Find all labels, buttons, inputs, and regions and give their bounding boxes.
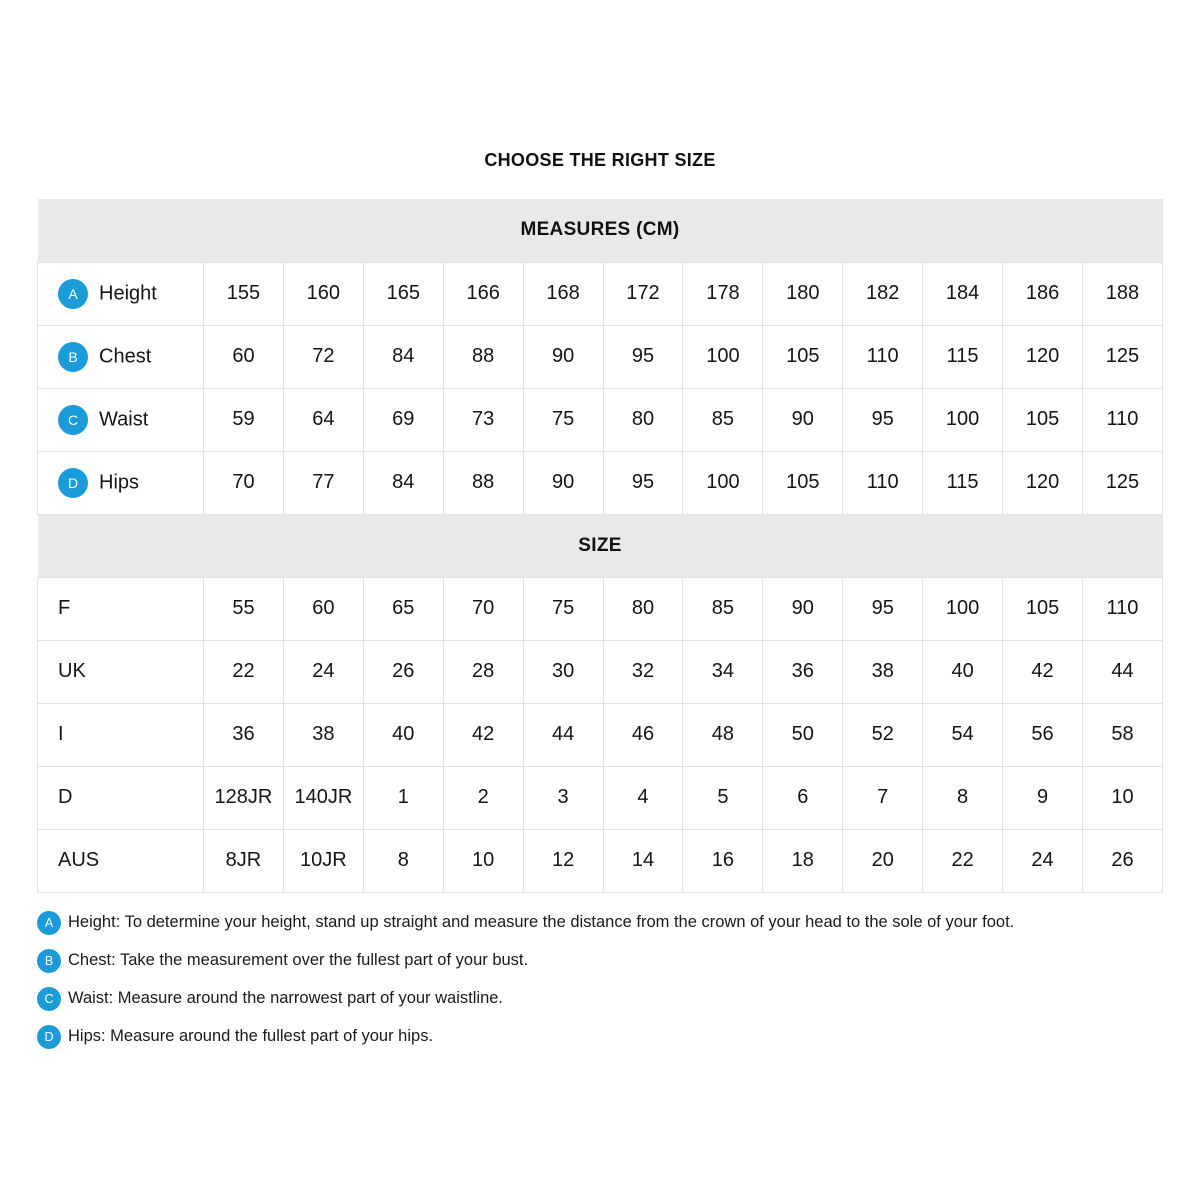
footnote-text: Chest: Take the measurement over the fullest part of your bust.	[68, 951, 529, 969]
table-row	[38, 262, 1163, 325]
footnote-key-badge: B	[37, 949, 61, 973]
value-cell: 90	[523, 325, 603, 388]
value-cell: 52	[843, 703, 923, 766]
row-label: F	[58, 597, 71, 620]
footnote-item	[37, 911, 1200, 935]
row-label-cell	[38, 262, 204, 325]
measures-body	[38, 262, 1163, 514]
value-cell: 42	[443, 703, 523, 766]
value-cell: 34	[683, 640, 763, 703]
value-cell: 75	[523, 577, 603, 640]
value-cell: 77	[283, 451, 363, 514]
table-row	[38, 766, 1163, 829]
row-label-cell	[38, 325, 204, 388]
value-cell: 60	[204, 325, 284, 388]
value-cell: 24	[283, 640, 363, 703]
value-cell: 188	[1082, 262, 1162, 325]
value-cell: 95	[843, 388, 923, 451]
measure-key-badge: B	[58, 342, 88, 372]
value-cell: 100	[683, 325, 763, 388]
value-cell: 40	[363, 703, 443, 766]
value-cell: 18	[763, 829, 843, 892]
value-cell: 38	[843, 640, 923, 703]
row-label: Chest	[99, 345, 152, 367]
table-row	[38, 703, 1163, 766]
row-label: AUS	[58, 849, 100, 872]
value-cell: 84	[363, 325, 443, 388]
value-cell: 128JR	[204, 766, 284, 829]
value-cell: 100	[683, 451, 763, 514]
value-cell: 8	[923, 766, 1003, 829]
footnotes	[37, 911, 1200, 1049]
value-cell: 28	[443, 640, 523, 703]
footnote-item	[37, 987, 1200, 1011]
footnote-text: Waist: Measure around the narrowest part of your waistline.	[68, 989, 504, 1007]
size-section-header: SIZE	[38, 514, 1163, 577]
value-cell: 84	[363, 451, 443, 514]
value-cell: 80	[603, 577, 683, 640]
value-cell: 1	[363, 766, 443, 829]
value-cell: 90	[763, 388, 843, 451]
value-cell: 105	[1003, 577, 1083, 640]
table-row	[38, 451, 1163, 514]
value-cell: 95	[603, 325, 683, 388]
value-cell: 60	[283, 577, 363, 640]
value-cell: 182	[843, 262, 923, 325]
value-cell: 105	[1003, 388, 1083, 451]
page-title: CHOOSE THE RIGHT SIZE	[484, 150, 716, 170]
measures-header-row	[38, 199, 1163, 262]
value-cell: 180	[763, 262, 843, 325]
value-cell: 95	[603, 451, 683, 514]
value-cell: 186	[1003, 262, 1083, 325]
value-cell: 14	[603, 829, 683, 892]
row-label: I	[58, 723, 64, 746]
value-cell: 7	[843, 766, 923, 829]
value-cell: 172	[603, 262, 683, 325]
value-cell: 64	[283, 388, 363, 451]
value-cell: 12	[523, 829, 603, 892]
value-cell: 26	[363, 640, 443, 703]
footnote-key-badge: C	[37, 987, 61, 1011]
size-header-row	[38, 514, 1163, 577]
footnote-key-badge: A	[37, 911, 61, 935]
row-label: Hips	[99, 471, 140, 493]
value-cell: 58	[1082, 703, 1162, 766]
value-cell: 100	[923, 388, 1003, 451]
value-cell: 36	[204, 703, 284, 766]
value-cell: 59	[204, 388, 284, 451]
value-cell: 75	[523, 388, 603, 451]
value-cell: 95	[843, 577, 923, 640]
value-cell: 22	[923, 829, 1003, 892]
value-cell: 110	[843, 325, 923, 388]
row-label-cell	[38, 451, 204, 514]
row-label-cell	[38, 640, 204, 703]
value-cell: 105	[763, 451, 843, 514]
value-cell: 70	[204, 451, 284, 514]
measure-key-badge: D	[58, 468, 88, 498]
value-cell: 115	[923, 325, 1003, 388]
value-cell: 85	[683, 388, 763, 451]
value-cell: 36	[763, 640, 843, 703]
footnote-item	[37, 1025, 1200, 1049]
value-cell: 10	[443, 829, 523, 892]
value-cell: 110	[843, 451, 923, 514]
value-cell: 105	[763, 325, 843, 388]
footnote-text: Hips: Measure around the fullest part of your hips.	[68, 1027, 434, 1045]
value-cell: 125	[1082, 451, 1162, 514]
value-cell: 40	[923, 640, 1003, 703]
value-cell: 69	[363, 388, 443, 451]
value-cell: 125	[1082, 325, 1162, 388]
row-label-cell	[38, 766, 204, 829]
value-cell: 168	[523, 262, 603, 325]
value-cell: 26	[1082, 829, 1162, 892]
measure-key-badge: C	[58, 405, 88, 435]
value-cell: 3	[523, 766, 603, 829]
value-cell: 44	[1082, 640, 1162, 703]
value-cell: 166	[443, 262, 523, 325]
value-cell: 42	[1003, 640, 1083, 703]
value-cell: 155	[204, 262, 284, 325]
value-cell: 100	[923, 577, 1003, 640]
measure-key-badge: A	[58, 279, 88, 309]
value-cell: 9	[1003, 766, 1083, 829]
footnote-key-badge: D	[37, 1025, 61, 1049]
value-cell: 32	[603, 640, 683, 703]
value-cell: 38	[283, 703, 363, 766]
value-cell: 90	[523, 451, 603, 514]
sizes-body	[38, 577, 1163, 892]
value-cell: 88	[443, 325, 523, 388]
row-label: UK	[58, 660, 86, 683]
row-label-cell	[38, 388, 204, 451]
value-cell: 44	[523, 703, 603, 766]
row-label-cell	[38, 703, 204, 766]
row-label-cell	[38, 577, 204, 640]
size-chart-table	[37, 199, 1163, 893]
value-cell: 178	[683, 262, 763, 325]
value-cell: 65	[363, 577, 443, 640]
value-cell: 46	[603, 703, 683, 766]
value-cell: 73	[443, 388, 523, 451]
row-label: Waist	[99, 408, 149, 430]
table-row	[38, 325, 1163, 388]
value-cell: 70	[443, 577, 523, 640]
value-cell: 80	[603, 388, 683, 451]
footnote-text: Height: To determine your height, stand up straight and measure the distance from the crown of your head to the sole of your foot.	[68, 913, 1015, 931]
value-cell: 90	[763, 577, 843, 640]
value-cell: 72	[283, 325, 363, 388]
value-cell: 30	[523, 640, 603, 703]
value-cell: 20	[843, 829, 923, 892]
value-cell: 2	[443, 766, 523, 829]
measures-section-header: MEASURES (CM)	[38, 199, 1163, 262]
table-row	[38, 577, 1163, 640]
row-label: Height	[99, 282, 157, 304]
value-cell: 115	[923, 451, 1003, 514]
value-cell: 88	[443, 451, 523, 514]
table-row	[38, 829, 1163, 892]
value-cell: 184	[923, 262, 1003, 325]
value-cell: 110	[1082, 388, 1162, 451]
value-cell: 120	[1003, 451, 1083, 514]
table-row	[38, 640, 1163, 703]
value-cell: 54	[923, 703, 1003, 766]
value-cell: 22	[204, 640, 284, 703]
value-cell: 56	[1003, 703, 1083, 766]
value-cell: 110	[1082, 577, 1162, 640]
value-cell: 48	[683, 703, 763, 766]
value-cell: 5	[683, 766, 763, 829]
row-label-cell	[38, 829, 204, 892]
value-cell: 50	[763, 703, 843, 766]
table-row	[38, 388, 1163, 451]
value-cell: 8JR	[204, 829, 284, 892]
value-cell: 4	[603, 766, 683, 829]
value-cell: 6	[763, 766, 843, 829]
value-cell: 165	[363, 262, 443, 325]
value-cell: 120	[1003, 325, 1083, 388]
value-cell: 8	[363, 829, 443, 892]
value-cell: 85	[683, 577, 763, 640]
row-label: D	[58, 786, 73, 809]
value-cell: 10	[1082, 766, 1162, 829]
footnote-item	[37, 949, 1200, 973]
value-cell: 140JR	[283, 766, 363, 829]
value-cell: 55	[204, 577, 284, 640]
value-cell: 10JR	[283, 829, 363, 892]
value-cell: 24	[1003, 829, 1083, 892]
value-cell: 160	[283, 262, 363, 325]
value-cell: 16	[683, 829, 763, 892]
